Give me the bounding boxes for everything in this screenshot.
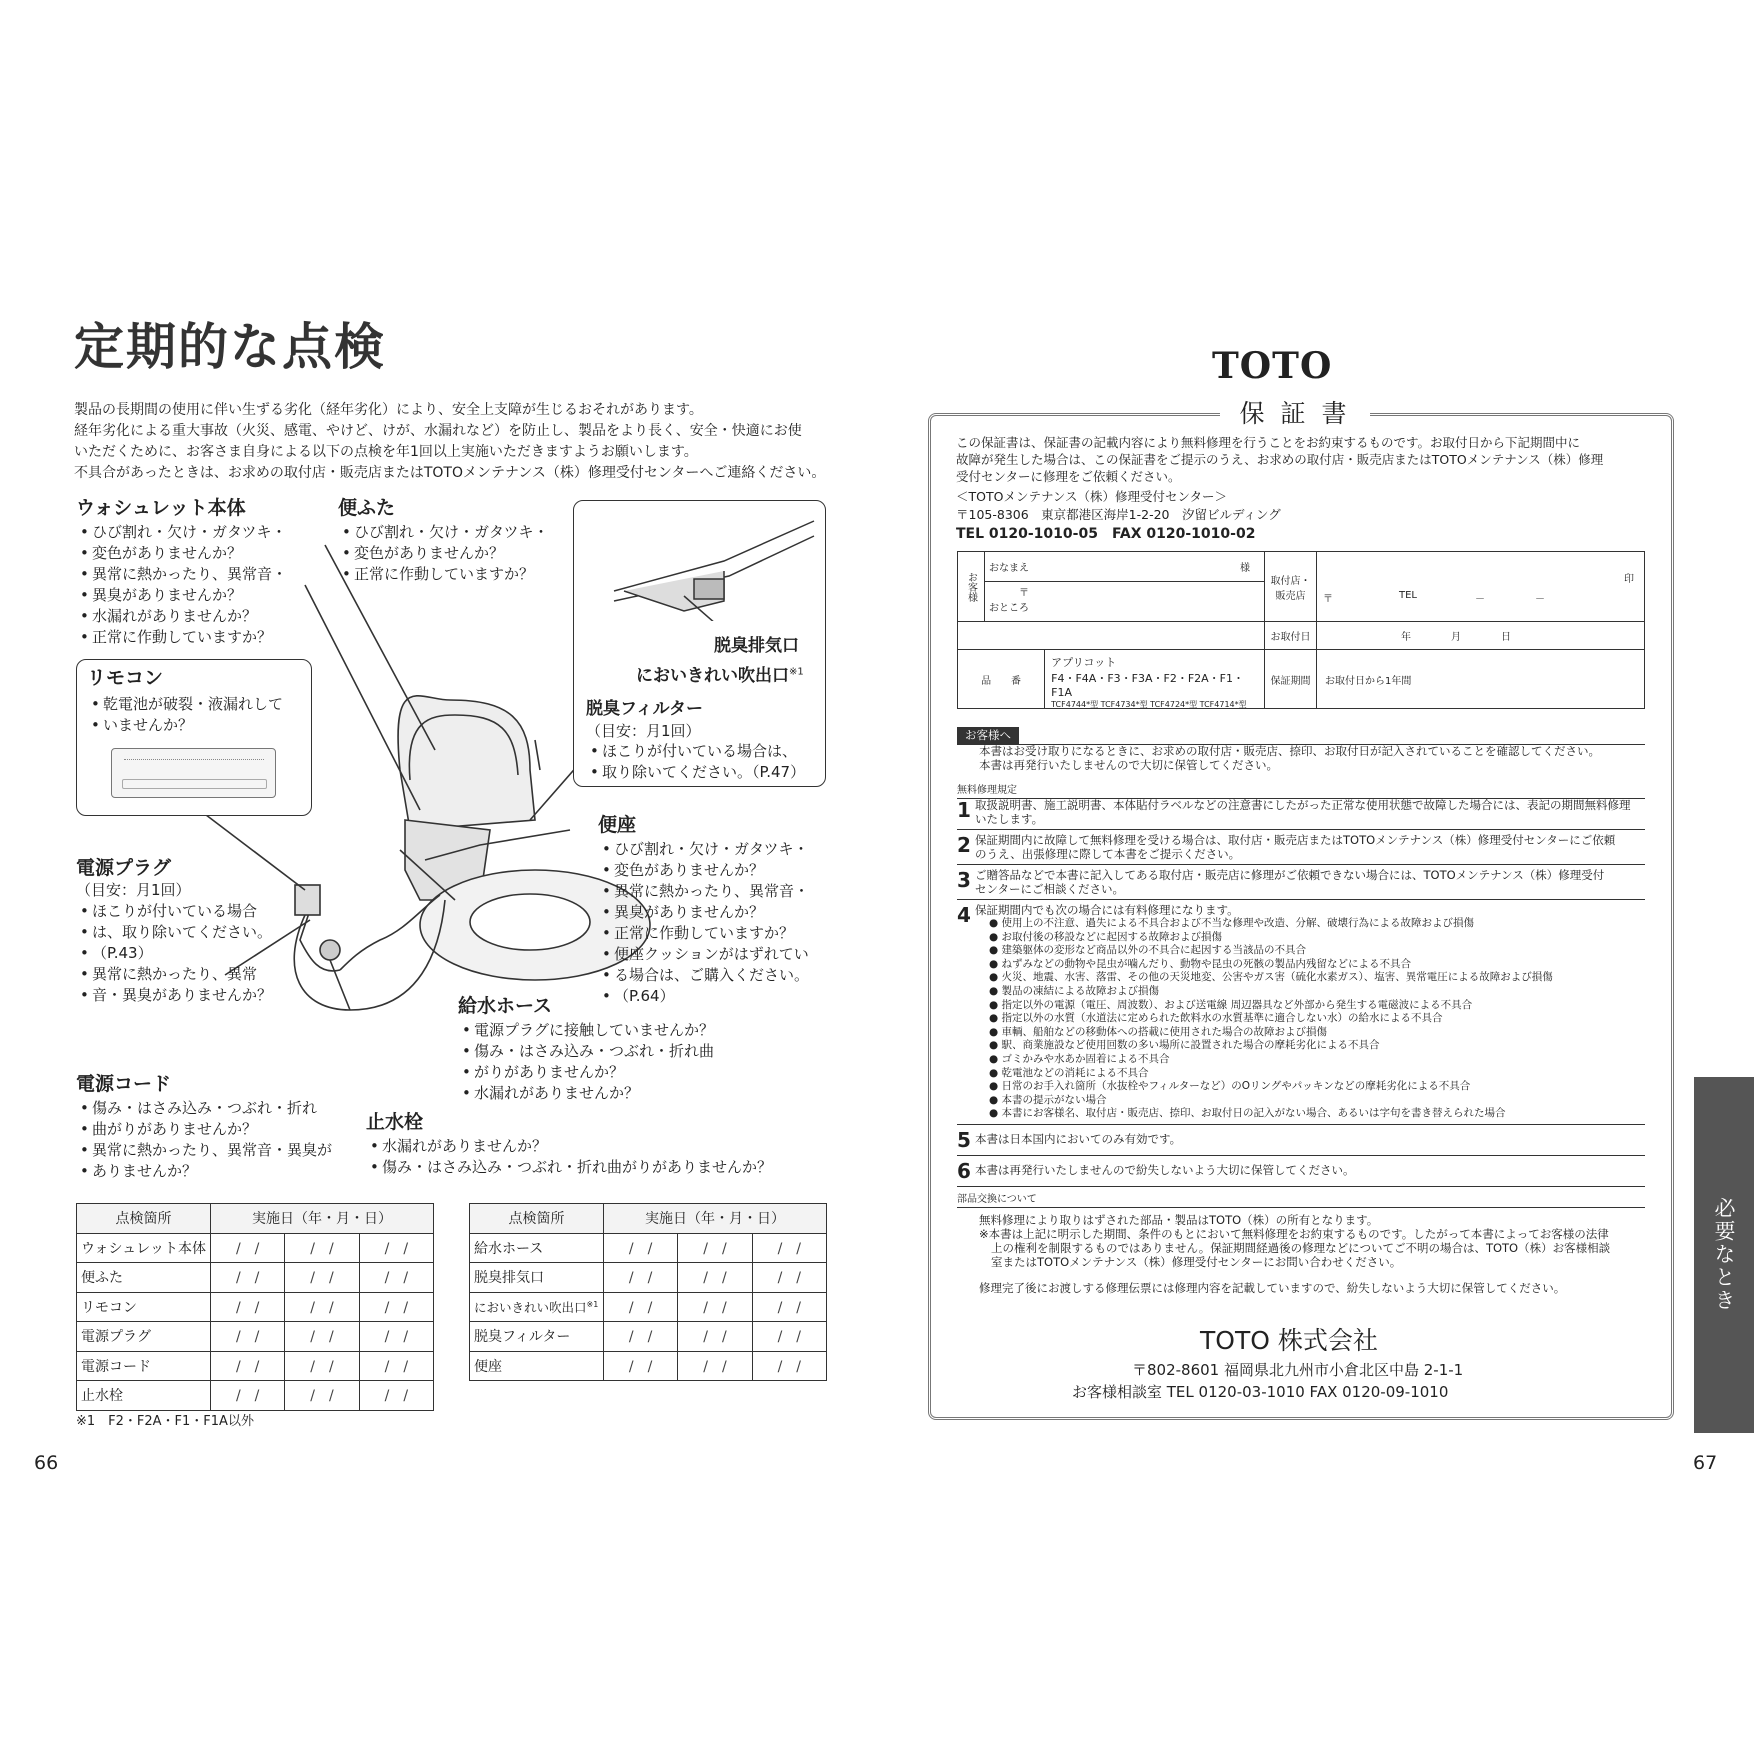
plug-item: • 異常に熱かったり、異常 xyxy=(76,964,272,985)
plug-title: 電源プラグ xyxy=(76,857,172,879)
seat-item: • 異常に熱かったり、異常音・ xyxy=(598,881,809,902)
intro-line: 経年劣化による重大事故（火災、感電、やけど、けが、水漏れなど）を防止し、製品をより長く、安全・快適にお使 xyxy=(74,423,802,439)
install-date-label: お取付日 xyxy=(1265,622,1317,650)
lid-item: • 正常に作動していますか？ xyxy=(338,564,549,585)
washlet-item: • 水漏れがありませんか？ xyxy=(76,606,287,627)
nozzle-illustration xyxy=(574,501,824,621)
seat-item-cont: • る場合は、ご購入ください。 xyxy=(598,965,809,986)
company-address: 〒802-8601 福岡県北九州市小倉北区中島 2-1-1 xyxy=(1132,1361,1464,1379)
toto-logo: TOTO xyxy=(1212,345,1333,387)
lid-item: • ひび割れ・欠け・ガタツキ・ xyxy=(338,522,549,543)
rule-item: 1 取扱説明書、施工説明書、本体貼付ラベルなどの注意書にしたがった正常な使用状態で故障した場合には、表記の期間無料修理 いたします。 xyxy=(957,798,1645,830)
cord-title: 電源コード xyxy=(76,1073,172,1095)
name-field[interactable]: おなまえ 様 xyxy=(985,552,1265,582)
page-number-right: 67 xyxy=(1693,1452,1718,1474)
exhaust-label: 脱臭排気口 xyxy=(714,636,799,656)
plug-item-cont: • （P.43） xyxy=(76,943,272,964)
rules-bar: 無料修理規定 xyxy=(957,778,1645,799)
intro-line: 製品の長期間の使用に伴い生ずる劣化（経年劣化）により、安全上支障が生じるおそれがあります。 xyxy=(74,402,703,418)
intro-line: いただくために、お客さま自身による以下の点検を年1回以上実施いただきますようお願いします。 xyxy=(74,444,698,460)
rule-item: 2 保証期間内に故障して無料修理を受ける場合は、取付店・販売店またはTOTOメンテナンス（株）修理受付センターにご依頼 のうえ、出張修理に際して本書をご提示ください。 xyxy=(957,830,1645,865)
filter-callout-box xyxy=(573,500,826,787)
filter-item-cont: • 取り除いてください。（P.47） xyxy=(586,762,805,783)
rule-item: 6 本書は再発行いたしませんので紛失しないよう大切に保管してください。 xyxy=(957,1156,1645,1187)
washlet-section xyxy=(76,496,287,648)
seat-item-cont: • 異臭がありませんか？ xyxy=(598,902,809,923)
intro-text xyxy=(74,400,825,484)
table-row: 電源コード / / / / / / xyxy=(77,1351,434,1381)
table-header: 点検箇所 xyxy=(470,1204,604,1234)
footnote: ※1 F2・F2A・F1・F1A以外 xyxy=(76,1414,254,1429)
washlet-item-cont: • 異臭がありませんか？ xyxy=(76,585,287,606)
seat-item-cont: • 変色がありませんか？ xyxy=(598,860,809,881)
valve-title: 止水栓 xyxy=(366,1111,424,1133)
cord-item: • 異常に熱かったり、異常音・異臭が xyxy=(76,1140,332,1161)
rule4-sublist: ● 使用上の不注意、過失による不具合および不当な修理や改造、分解、破壊行為による故障および損傷 ● お取付後の移設などに起因する故障および損傷 ● 建築躯体の変形など商品以外の不具合に起因する当該品の不具合 ● ねずみなどの動物や昆虫が噛んだり、動物や昆虫の死骸の製品内残留などによる不具合 ● 火災、地震、水害、落雷、その他の天災地変、公害やガス害（硫化水素ガス）、塩害、異常電圧による故障および損傷 ● 製品の凍結による故障および損傷 ● 指定以外の電源（電圧、周波数）、および送電線 周辺器具など外部から発生する電磁波による不具合 ● 指定以外の水質（水道法に定められた飲料水の水質基準に適合しない水）の給水による不具合 ● 車輌、船舶などの移動体への搭載に使用された場合の故障および損傷 ● 駅、商業施設など使用回数の多い場所に設置された場合の摩耗劣化による不具合 ● ゴミかみや水あか固着による不具合 ● 乾電池などの消耗による不具合 ● 日常のお手入れ箇所（水抜栓やフィルターなど）のOリングやパッキンなどの摩耗劣化による不具合 ● 本書の提示がない場合 ● 本書にお客様名、取付店・販売店、捺印、お取付日の記入がない場合、あるいは字句を書き替えられた場合 xyxy=(989,917,1553,1120)
table-row: 便座 / / / / / / xyxy=(470,1351,827,1381)
remote-title: リモコン xyxy=(87,667,164,689)
valve-item: • 傷み・はさみ込み・つぶれ・折れ曲がりがありませんか？ xyxy=(366,1157,772,1178)
page-number-left: 66 xyxy=(34,1452,59,1474)
rule-item: 4 保証期間内でも次の場合には有料修理になります。 ● 使用上の不注意、過失による不具合および不当な修理や改造、分解、破壊行為による故障および損傷 ● お取付後の移設などに起因する故障および損傷 ● 建築躯体の変形など商品以外の不具合に起因する当該品の不具合 ● ねずみなどの動物や昆虫が噛んだり、動物や昆虫の死骸の製品内残留などによる不具合 ● 火災、地震、水害、落雷、その他の天災地変、公害やガス害（硫化水素ガス）、塩害、異常電圧による故障および損傷 ● 製品の凍結による故障および損傷 ● 指定以外の電源（電圧、周波数）、および送電線 周辺器具など外部から発生する電磁波による不具合 ● 指定以外の水質（水道法に定められた飲料水の水質基準に適合しない水）の給水による不具合 ● 車輌、船舶などの移動体への搭載に使用された場合の故障および損傷 ● 駅、商業施設など使用回数の多い場所に設置された場合の摩耗劣化による不具合 ● ゴミかみや水あか固着による不具合 ● 乾電池などの消耗による不具合 ● 日常のお手入れ箇所（水抜栓やフィルターなど）のOリングやパッキンなどの摩耗劣化による不具合 ● 本書の提示がない場合 ● 本書にお客様名、取付店・販売店、捺印、お取付日の記入がない場合、あるいは字句を書き替えられた場合 xyxy=(957,900,1645,1125)
table-header: 実施日（年・月・日） xyxy=(603,1204,826,1234)
product-info: アプリコット F4・F4A・F3・F3A・F2・F2A・F1・F1A TCF4744*型 TCF4734*型 TCF4724*型 TCF4714*型 xyxy=(1051,656,1247,709)
period-label: 保証期間 xyxy=(1265,650,1317,709)
hose-item: • 水漏れがありませんか？ xyxy=(458,1083,714,1104)
outlet-label: においきれい吹出口$^{※1}$ xyxy=(636,666,804,686)
lid-item-cont: • 変色がありませんか？ xyxy=(338,543,549,564)
address-field[interactable]: 〒 おところ xyxy=(985,582,1265,622)
seat-item: • ひび割れ・欠け・ガタツキ・ xyxy=(598,839,809,860)
rules-list xyxy=(957,798,1645,1295)
parts-text: 無料修理により取りはずされた部品・製品はTOTO（株）の所有となります。 ※本書は上記に明示した期間、条件のもとにおいて無料修理をお約束するものです。したがって本書によってお客様の法律 上の権利を制限するものではありません。保証期間経過後の修理などについてご不明の場合は、TOTO（株）お客様相談 室またはTOTOメンテナンス（株）修理受付センターにお問い合わせください。 修理完了後にお渡しする修理伝票には修理内容を記載していますので、紛失しないよう大切に保管してください。 xyxy=(979,1212,1611,1295)
seat-section xyxy=(598,813,809,1007)
inspection-table-1 xyxy=(76,1203,434,1411)
filter-title: 脱臭フィルター xyxy=(586,699,703,719)
valve-section xyxy=(366,1110,772,1178)
shop-field[interactable]: 印 〒 TEL － － xyxy=(1317,552,1645,622)
remote-box xyxy=(76,659,312,816)
rule-item: 5 本書は日本国内においてのみ有効です。 xyxy=(957,1125,1645,1156)
warranty-title: 保 証 書 xyxy=(1220,398,1370,430)
washlet-item-cont: • 変色がありませんか？ xyxy=(76,543,287,564)
table-row: 給水ホース / / / / / / xyxy=(470,1233,827,1263)
cord-item: • 傷み・はさみ込み・つぶれ・折れ xyxy=(76,1098,332,1119)
plug-sub: （目安：月1回） xyxy=(76,881,191,899)
table-row: 脱臭フィルター / / / / / / xyxy=(470,1322,827,1352)
company-name: TOTO 株式会社 xyxy=(1200,1326,1378,1355)
washlet-item: • 異常に熱かったり、異常音・ xyxy=(76,564,287,585)
rule-item: 3 ご贈答品などで本書に記入してある取付店・販売店に修理がご依頼できない場合には、TOTOメンテナンス（株）修理受付 センターにご相談ください。 xyxy=(957,865,1645,900)
hose-item-cont: • がりがありませんか？ xyxy=(458,1062,714,1083)
plug-item-cont: • 音・異臭がありませんか？ xyxy=(76,985,272,1006)
table-row: においきれい吹出口$^{※1}$ / / / / / / xyxy=(470,1292,827,1322)
remote-item: • 乾電池が破裂・液漏れして xyxy=(87,694,283,715)
to-customer-text: 本書はお受け取りになるときに、お求めの取付店・販売店、捺印、お取付日が記入されていることを確認してください。 本書は再発行いたしませんので大切に保管してください。 xyxy=(979,744,1600,772)
seat-item: • 便座クッションがはずれてい xyxy=(598,944,809,965)
filter-item: • ほこりが付いている場合は、 xyxy=(586,741,805,762)
cord-section xyxy=(76,1072,332,1182)
filter-sub: （目安：月1回） xyxy=(586,722,701,740)
parts-bar: 部品交換について xyxy=(957,1187,1645,1208)
product-label: 品 番 xyxy=(958,650,1045,708)
hose-section xyxy=(458,994,714,1104)
side-tab-needed[interactable]: 必要なとき xyxy=(1694,1077,1754,1433)
cord-item-cont: • 曲がりがありませんか？ xyxy=(76,1119,332,1140)
company-tel: お客様相談室 TEL 0120-03-1010 FAX 0120-09-1010 xyxy=(1072,1383,1449,1401)
table-row: リモコン / / / / / / xyxy=(77,1292,434,1322)
remote-illustration xyxy=(111,748,276,798)
plug-item: • ほこりが付いている場合 xyxy=(76,901,272,922)
period-value: お取付日から1年間 xyxy=(1317,650,1645,709)
cord-item-cont: • ありませんか？ xyxy=(76,1161,332,1182)
plug-item-cont: • は、取り除いてください。 xyxy=(76,922,272,943)
table-row: 電源プラグ / / / / / / xyxy=(77,1322,434,1352)
washlet-title: ウォシュレット本体 xyxy=(76,497,246,519)
to-customer-bar: お客様へ xyxy=(957,724,1645,745)
warranty-form xyxy=(957,551,1645,709)
table-header: 点検箇所 xyxy=(77,1204,211,1234)
seat-item: • 正常に作動していますか？ xyxy=(598,923,809,944)
intro-line: 不具合があったときは、お求めの取付店・販売店またはTOTOメンテナンス（株）修理受付センターへご連絡ください。 xyxy=(74,465,826,481)
washlet-item: • ひび割れ・欠け・ガタツキ・ xyxy=(76,522,287,543)
plug-section xyxy=(76,856,272,1006)
seat-title: 便座 xyxy=(598,814,637,836)
lid-title: 便ふた xyxy=(338,497,396,519)
table-header: 実施日（年・月・日） xyxy=(211,1204,434,1234)
inspection-table-2 xyxy=(469,1203,827,1381)
remote-item-cont: • いませんか？ xyxy=(87,715,283,736)
table-row: 止水栓 / / / / / / xyxy=(77,1381,434,1411)
hose-item: • 傷み・はさみ込み・つぶれ・折れ曲 xyxy=(458,1041,714,1062)
valve-item: • 水漏れがありませんか？ xyxy=(366,1136,772,1157)
lid-section xyxy=(338,496,549,585)
customer-label: お客様 xyxy=(958,552,985,622)
shop-label: 取付店・販売店 xyxy=(1265,552,1317,622)
hose-title: 給水ホース xyxy=(458,995,553,1017)
table-row: 便ふた / / / / / / xyxy=(77,1263,434,1293)
page-title: 定期的な点検 xyxy=(74,318,386,376)
washlet-item: • 正常に作動していますか？ xyxy=(76,627,287,648)
table-row: ウォシュレット本体 / / / / / / xyxy=(77,1233,434,1263)
table-row: 脱臭排気口 / / / / / / xyxy=(470,1263,827,1293)
hose-item: • 電源プラグに接触していませんか？ xyxy=(458,1020,714,1041)
warranty-intro: この保証書は、保証書の記載内容により無料修理を行うことをお約束するものです。お取付日から下記期間中に 故障が発生した場合は、この保証書をご提示のうえ、お求めの取付店・販売店またはTOTOメンテナンス（株）修理 受付センターに修理をご依頼ください。 ＜TOTOメンテナンス（株）修理受付センター＞ 〒105-8306 東京都港区海岸1-2-20 汐留ビルディング TEL 0120-1010-05 FAX 0120-1010-02 xyxy=(956,435,1604,542)
install-date-field[interactable]: 年 月 日 xyxy=(1317,622,1645,650)
seat-item-cont: • （P.64） xyxy=(598,986,809,1007)
